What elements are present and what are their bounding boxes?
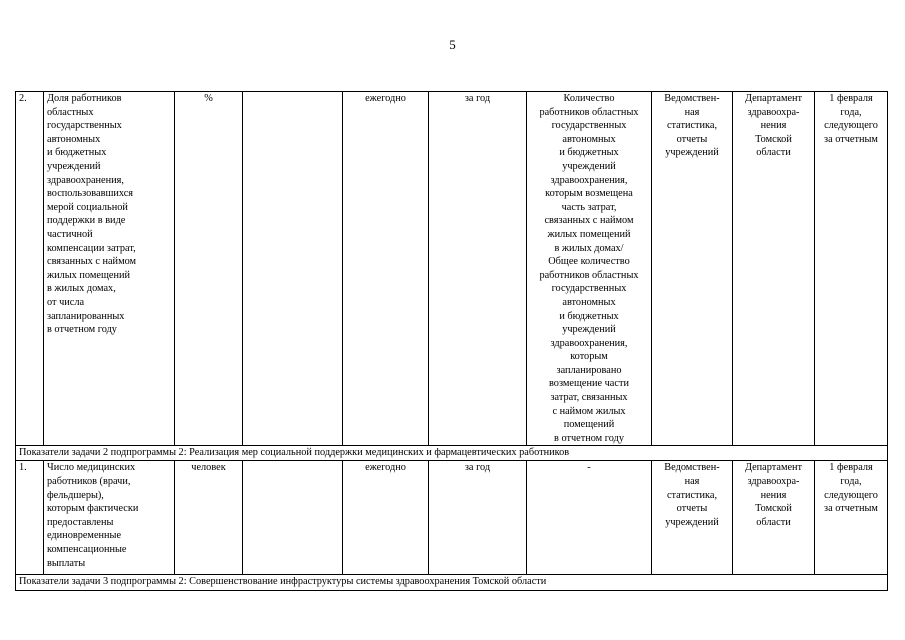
deadline-cell: 1 февраля года, следующего за отчетным — [824, 93, 878, 145]
section-row — [16, 446, 888, 461]
responsible-cell: Департамент здравоохра- нения Томской области — [744, 93, 803, 159]
table-row — [16, 461, 888, 575]
indicators-table — [15, 91, 888, 591]
unit-cell: человек — [175, 461, 243, 575]
page-number: 5 — [449, 37, 456, 52]
row-number: 2. — [16, 92, 44, 446]
empty-cell — [243, 461, 343, 575]
source-cell: Ведомствен- ная статистика, отчеты учреждений — [664, 462, 720, 528]
row-number: 1. — [16, 461, 44, 575]
table-row — [16, 92, 888, 446]
formula-cell: - — [527, 461, 652, 575]
source-cell: Ведомствен- ная статистика, отчеты учреждений — [664, 93, 720, 159]
deadline-cell: 1 февраля года, следующего за отчетным — [824, 462, 878, 515]
periodicity-cell: ежегодно — [343, 461, 429, 575]
indicator-name: Доля работников областных государственных автономных и бюджетных учреждений здравоохранения, воспользовавшихся мерой социальной поддержки в виде частичной компенсации затрат, связанных с наймом жилых помещений в жилых домах, от числа запланированных в отчетном году — [47, 93, 137, 336]
formula-cell: Количество работников областных государственных автономных и бюджетных учреждений здравоохранения, которым возмещена часть затрат, связанных с наймом жилых помещений в жилых домах/ Общее количество работников областных государственных автономных и бюджетных учреждений здравоохранения, которым запланировано возмещение части затрат, связанных с наймом жилых помещений в отчетном году — [539, 93, 639, 444]
time-basis-cell: за год — [429, 92, 527, 446]
section-heading-task-3: Показатели задачи 3 подпрограммы 2: Совершенствование инфраструктуры системы здравоохранения Томской области — [16, 575, 888, 591]
indicator-name: Число медицинских работников (врачи, фельдшеры), которым фактически предоставлены единовременные компенсационные выплаты — [47, 462, 139, 569]
responsible-cell: Департамент здравоохра- нения Томской области — [744, 462, 803, 528]
empty-cell — [243, 92, 343, 446]
section-row — [16, 575, 888, 591]
section-heading-task-2: Показатели задачи 2 подпрограммы 2: Реализация мер социальной поддержки медицинских и фармацевтических работников — [16, 446, 888, 461]
periodicity-cell: ежегодно — [343, 92, 429, 446]
time-basis-cell: за год — [429, 461, 527, 575]
unit-cell: % — [175, 92, 243, 446]
